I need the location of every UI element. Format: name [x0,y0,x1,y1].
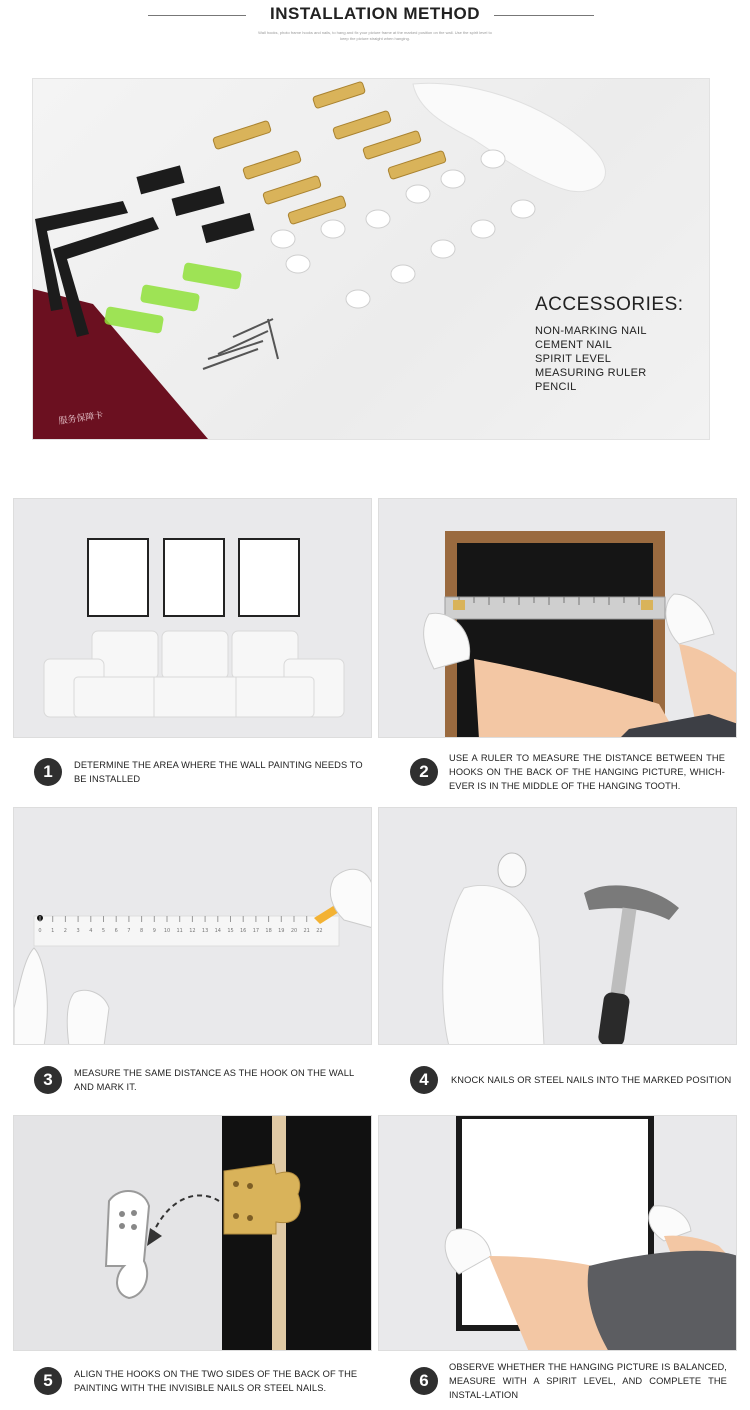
ruler-tick-label: 22 [316,928,323,934]
step5-illustration [13,1115,372,1351]
hammer-grip [597,991,630,1045]
steel-nails [203,319,278,369]
ruler-tick-label: 16 [240,928,247,934]
gloved-hand [443,885,544,1045]
glove-right [666,594,714,644]
ruler-tick-label: 4 [89,928,93,934]
ruler-tick-label: 5 [101,928,106,934]
accessories-photo [32,78,710,440]
step-number-badge: 1 [34,758,62,786]
ruler-tick-label: 20 [290,928,298,934]
sofa [44,631,344,717]
step-caption: DETERMINE THE AREA WHERE THE WALL PAINTING NEEDS TO BE INSTALLED [74,760,363,784]
ruler-tick-label: 11 [176,928,183,934]
warranty-card-text: 服务保障卡 [58,410,104,427]
step-caption: USE A RULER TO MEASURE THE DISTANCE BETWEEN THE HOOKS ON THE BACK OF THE HANGING PICTURE, WHICH-EVER IS IN THE MIDDLE OF THE HANGING TOOTH. [449,753,725,791]
ruler-tick-label: 10 [163,928,171,934]
ruler-tick-label: 14 [214,928,221,934]
brass-hangers [213,81,447,224]
step-caption: KNOCK NAILS OR STEEL NAILS INTO THE MARKED POSITION [451,1075,732,1085]
ruler-tick-label: 8 [140,928,144,934]
wall-nail-hook [498,853,526,887]
step1-illustration [13,498,372,738]
ruler-tick-label: 3 [76,928,80,934]
ruler-tick-label: 2 [63,928,67,934]
step-caption: ALIGN THE HOOKS ON THE TWO SIDES OF THE BACK OF THE PAINTING WITH THE INVISIBLE NAILS OR STEEL NAILS. [74,1369,358,1393]
page-title: INSTALLATION METHOD [269,4,480,23]
step6-illustration [378,1115,737,1351]
step-caption: OBSERVE WHETHER THE HANGING PICTURE IS BALANCED, MEASURE WITH A SPIRIT LEVEL, AND COMPLETE THE INSTAL-LATION [449,1362,727,1400]
step-number-badge: 5 [34,1367,62,1395]
accessory-item: NON-MARKING NAIL [535,325,647,337]
step-number-badge: 6 [410,1367,438,1395]
ruler-tick-label: 6 [114,928,118,934]
ruler-tick-label: 17 [252,928,260,934]
step4-illustration [378,807,737,1045]
ruler-tick-label: 19 [278,928,285,934]
accessory-item: PENCIL [535,381,577,393]
hook-left [453,600,465,610]
accessory-item: CEMENT NAIL [535,339,613,351]
accessories-list [535,294,684,394]
ruler-tick-label: 0 [38,928,42,934]
wall-frames [88,539,299,616]
hook-right [641,600,653,610]
accessory-item: MEASURING RULER [535,367,647,379]
accessory-item: SPIRIT LEVEL [535,353,612,365]
hammer-neck [609,907,636,1003]
ruler-tick-label: 12 [189,928,196,934]
ruler-tick-label: 7 [127,928,131,934]
step2-illustration [378,498,737,738]
step-number-badge: 2 [410,758,438,786]
page-subtitle: Wall hooks, photo frame hooks and nails, to hang and fix your picture frame at the marked position on the wall. Use the spirit level to keep the picture straight when hanging. [258,30,492,41]
ruler-tick-label: 15 [227,928,234,934]
glove-thumb [67,990,109,1045]
ruler-tick-label: 18 [265,928,272,934]
ruler-tick-label: 9 [152,928,156,934]
accessories-title: ACCESSORIES: [535,294,684,315]
ruler-tick-label: 13 [201,928,209,934]
step-caption: MEASURE THE SAME DISTANCE AS THE HOOK ON THE WALL AND MARK IT. [74,1068,354,1092]
step-number-badge: 4 [410,1066,438,1094]
step3-illustration [13,807,372,1045]
sleeve [588,1251,737,1351]
ruler-tick-label: 21 [303,928,310,934]
spirit-levels [104,262,242,334]
ruler [445,597,665,619]
step-number-badge: 3 [34,1066,62,1094]
glove-left [14,948,47,1045]
ruler-tick-label: 1 [51,928,55,934]
